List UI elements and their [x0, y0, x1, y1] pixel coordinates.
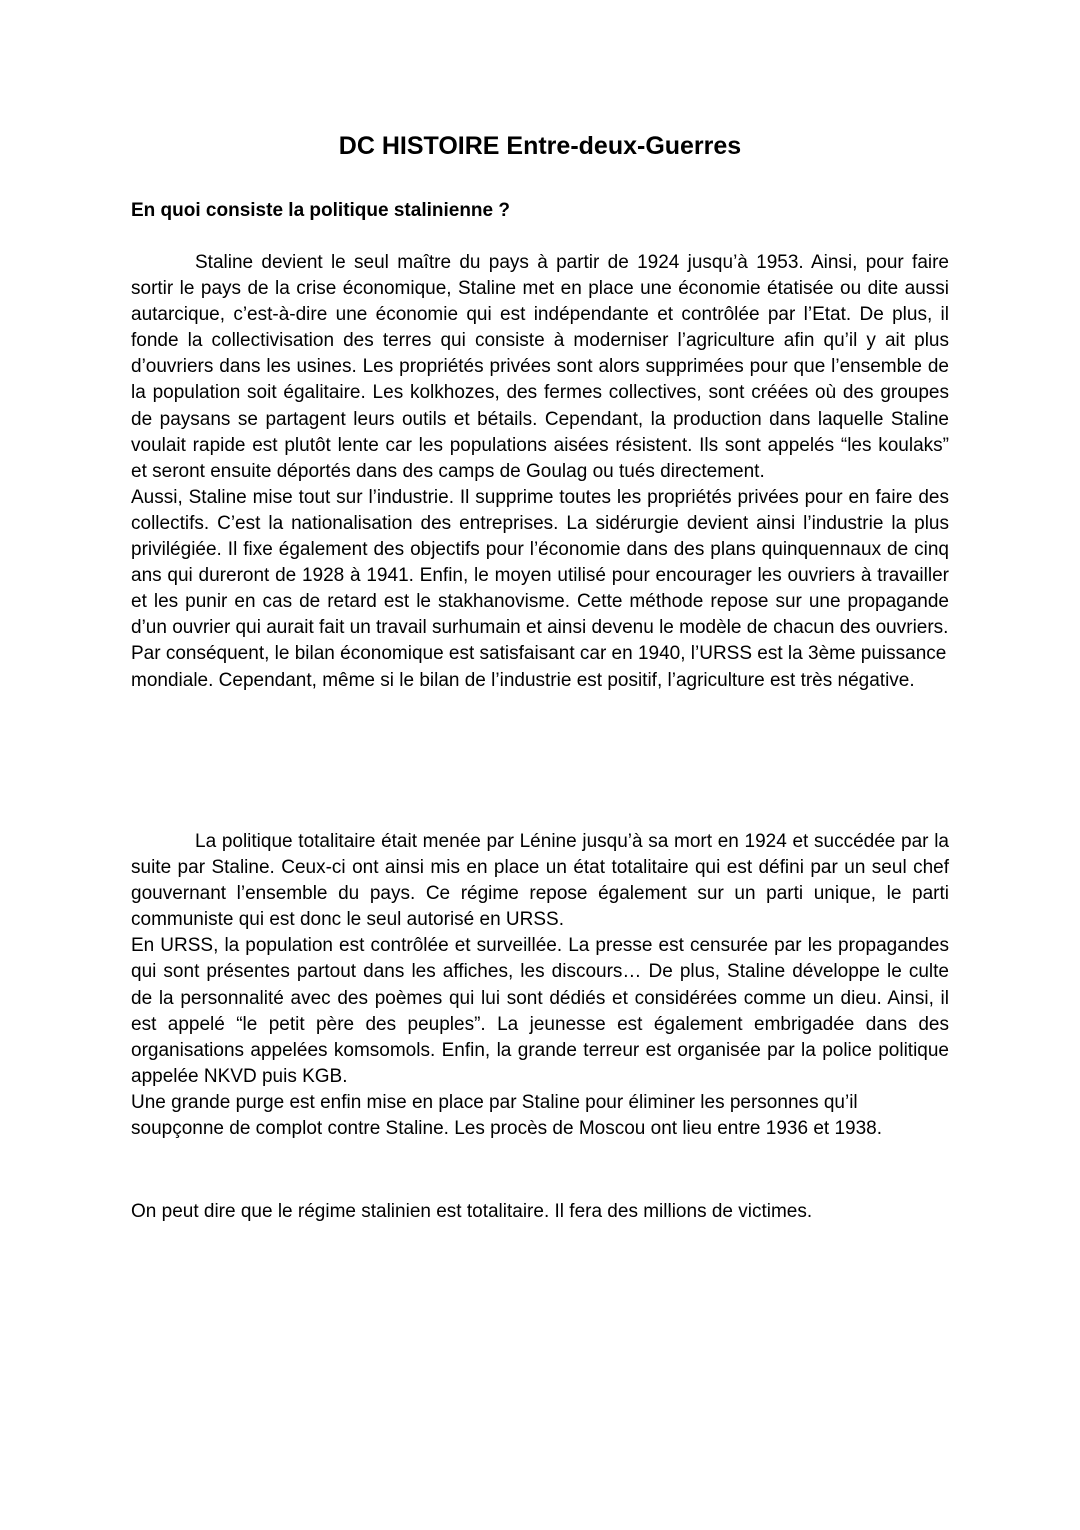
question-heading: En quoi consiste la politique stalinienne ? [131, 200, 510, 221]
paragraph: Aussi, Staline mise tout sur l’industrie. Il supprime toutes les propriétés privées pour en faire des collectifs. C’est la nationalisation des entreprises. La sidérurgie devient ainsi l’industrie la plus privilégiée. Il fixe également des objectifs pour l’économie dans des plans quinquennaux de cinq ans qui dureront de 1928 à 1941. Enfin, le moyen utilisé pour encourager les ouvriers à travailler et les punir en cas de retard est le stakhanovisme. Cette méthode repose sur une propagande d’un ouvrier qui aurait fait un travail surhumain et ainsi devenu le modèle de chacun des ouvriers. [131, 486, 949, 639]
conclusion-section [131, 1199, 949, 1225]
paragraph: Une grande purge est enfin mise en place par Staline pour éliminer les personnes qu’il soupçonne de complot contre Staline. Les procès de Moscou ont lieu entre 1936 et 1938. [131, 1091, 882, 1140]
section-totalitarianism [131, 829, 949, 1142]
section-economy [131, 250, 949, 694]
paragraph: En URSS, la population est contrôlée et surveillée. La presse est censurée par les propagandes qui sont présentes partout dans les affiches, les discours… De plus, Staline développe le culte de la personnalité avec des poèmes qui lui sont dédiés et considérées comme un dieu. Ainsi, il est appelé “le petit père des peuples”. La jeunesse est également embrigadée dans des organisations appelées komsomols. Enfin, la grande terreur est organisée par la police politique appelée NKVD puis KGB. [131, 935, 949, 1087]
paragraph: Staline devient le seul maître du pays à partir de 1924 jusqu’à 1953. Ainsi, pour faire sortir le pays de la crise économique, Staline met en place une économie étatisée ou dite aussi autarcique, c’est-à-dire une économie qui est indépendante et contrôlée par l’Etat. De plus, il fonde la collectivisation des terres qui consiste à moderniser l’agriculture afin qu’il y ait plus d’ouvriers dans les usines. Les propriétés privées sont alors supprimées pour que l’ensemble de la population soit égalitaire. Les kolkhozes, des fermes collectives, sont créées où des groupes de paysans se partagent leurs outils et bétails. Cependant, la production dans laquelle Staline voulait rapide est plutôt lente car les populations aisées résistent. Ils sont appelés “les koulaks” et seront ensuite déportés dans des camps de Goulag ou tués directement. [131, 252, 949, 482]
paragraph: Par conséquent, le bilan économique est satisfaisant car en 1940, l’URSS est la 3ème puissance mondiale. Cependant, même si le bilan de l’industrie est positif, l’agriculture est très négative. [131, 643, 947, 691]
document-title: DC HISTOIRE Entre-deux-Guerres [338, 132, 742, 160]
paragraph: La politique totalitaire était menée par Lénine jusqu’à sa mort en 1924 et succédée par la suite par Staline. Ceux-ci ont ainsi mis en place un état totalitaire qui est défini par un seul chef gouvernant l’ensemble du pays. Ce régime repose également sur un parti unique, le parti communiste qui est donc le seul autorisé en URSS. [131, 831, 949, 931]
conclusion-paragraph: On peut dire que le régime stalinien est totalitaire. Il fera des millions de victimes. [131, 1201, 813, 1222]
